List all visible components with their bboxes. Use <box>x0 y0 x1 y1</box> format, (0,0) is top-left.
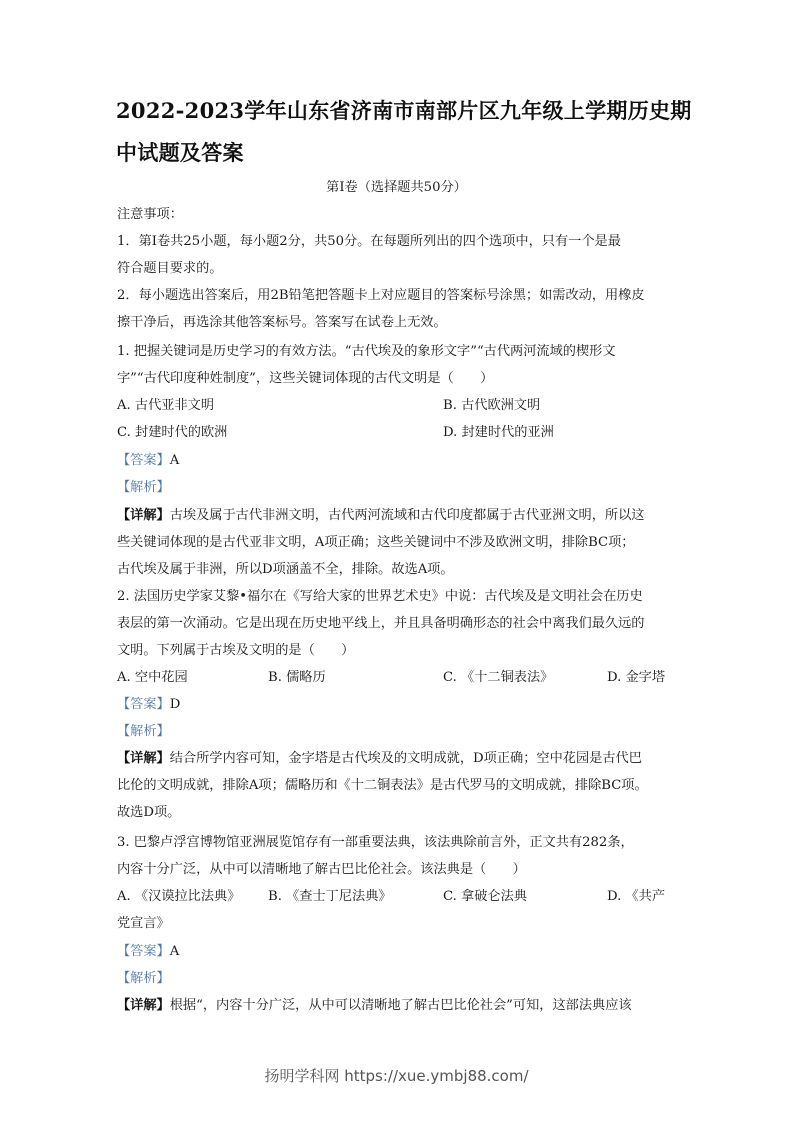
document-title <box>116 90 696 174</box>
question-stem: 1. 把握关键词是历史学习的有效方法。“古代埃及的象形文字”“古代两河流域的楔形文 <box>117 344 616 359</box>
answer-line <box>117 447 687 474</box>
detail-text: 古埃及属于古代非洲文明，古代两河流域和古代印度都属于古代亚洲文明，所以这 <box>169 508 645 523</box>
answer-value: A <box>169 453 180 468</box>
answer-value: A <box>169 944 180 959</box>
detail-line <box>117 745 687 772</box>
option-d: D. 《共产 <box>607 889 666 904</box>
analysis-line <box>117 718 687 745</box>
notice-line: 擦干净后，再选涂其他答案标号。答案写在试卷上无效。 <box>117 315 447 330</box>
option-a: A. 《汉谟拉比法典》 <box>117 889 241 904</box>
title-line-2: 中试题及答案 <box>116 140 244 165</box>
answer-label: 【答案】 <box>117 453 170 468</box>
question-stem: 表层的第一次涌动。它是出现在历史地平线上，并且具备明确形态的社会中离我们最久远的 <box>117 616 645 631</box>
question-stem: 2. 法国历史学家艾黎•福尔在《写给大家的世界艺术史》中说：古代埃及是文明社会在历史 <box>117 589 643 604</box>
answer-label: 【答案】 <box>117 697 170 712</box>
option-c: C. 《十二铜表法》 <box>443 670 554 685</box>
analysis-label: 【解析】 <box>117 724 170 739</box>
title-line-1: 2022-2023学年山东省济南市南部片区九年级上学期历史期 <box>116 98 692 123</box>
detail-line: 古代埃及属于非洲，所以D项涵盖不全，排除。故选A项。 <box>117 562 454 577</box>
analysis-label: 【解析】 <box>117 480 170 495</box>
question-stem: 文明。下列属于古埃及文明的是（ ） <box>117 643 355 658</box>
option-b: B. 《查士丁尼法典》 <box>268 889 392 904</box>
detail-line: 些关键词体现的是古代亚非文明，A项正确；这些关键词中不涉及欧洲文明，排除BC项； <box>117 535 635 550</box>
question-stem: 内容十分广泛，从中可以清晰地了解古巴比伦社会。该法典是（ ） <box>117 862 526 877</box>
detail-label: 【详解】 <box>117 998 170 1013</box>
question-stem: 字”“古代印度种姓制度”，这些关键词体现的古代文明是（ ） <box>117 371 494 386</box>
option-d: D. 封建时代的亚洲 <box>443 425 554 440</box>
analysis-label: 【解析】 <box>117 971 170 986</box>
option-c: C. 拿破仑法典 <box>443 889 527 904</box>
answer-value: D <box>169 697 181 712</box>
detail-line: 比伦的文明成就，排除A项；儒略历和《十二铜表法》是古代罗马的文明成就，排除BC项。 <box>117 778 648 793</box>
section-header: 第Ⅰ卷（选择题共50分） <box>326 180 467 195</box>
detail-line <box>117 992 687 1019</box>
detail-line: 故选D项。 <box>117 805 181 820</box>
notice-heading: 注意事项： <box>117 207 183 222</box>
option-c: C. 封建时代的欧洲 <box>117 425 228 440</box>
option-b: B. 儒略历 <box>268 670 326 685</box>
detail-label: 【详解】 <box>117 751 170 766</box>
answer-line <box>117 691 687 718</box>
notice-line: 1．第Ⅰ卷共25小题，每小题2分，共50分。在每题所列出的四个选项中，只有一个是最 <box>117 234 621 249</box>
option-b: B. 古代欧洲文明 <box>443 398 541 413</box>
option-d-continued: 党宣言》 <box>117 916 170 931</box>
detail-text: 根据“，内容十分广泛，从中可以清晰地了解古巴比伦社会”可知，这部法典应该 <box>169 998 632 1013</box>
analysis-line <box>117 474 687 501</box>
detail-label: 【详解】 <box>117 508 170 523</box>
answer-line <box>117 938 687 965</box>
notice-line: 符合题目要求的。 <box>117 261 223 276</box>
answer-label: 【答案】 <box>117 944 170 959</box>
detail-line <box>117 502 687 529</box>
detail-text: 结合所学内容可知，金字塔是古代埃及的文明成就，D项正确；空中花园是古代巴 <box>169 751 642 766</box>
option-a: A. 古代亚非文明 <box>117 398 215 413</box>
question-stem: 3. 巴黎卢浮宫博物馆亚洲展览馆存有一部重要法典，该法典除前言外，正文共有282条， <box>117 835 634 850</box>
footer-watermark: 扬明学科网 https://xue.ymbj88.com/ <box>264 1067 529 1085</box>
option-d: D. 金字塔 <box>607 670 666 685</box>
option-a: A. 空中花园 <box>117 670 188 685</box>
notice-line: 2．每小题选出答案后，用2B铅笔把答题卡上对应题目的答案标号涂黑；如需改动，用橡皮 <box>117 288 645 303</box>
analysis-line <box>117 965 687 992</box>
